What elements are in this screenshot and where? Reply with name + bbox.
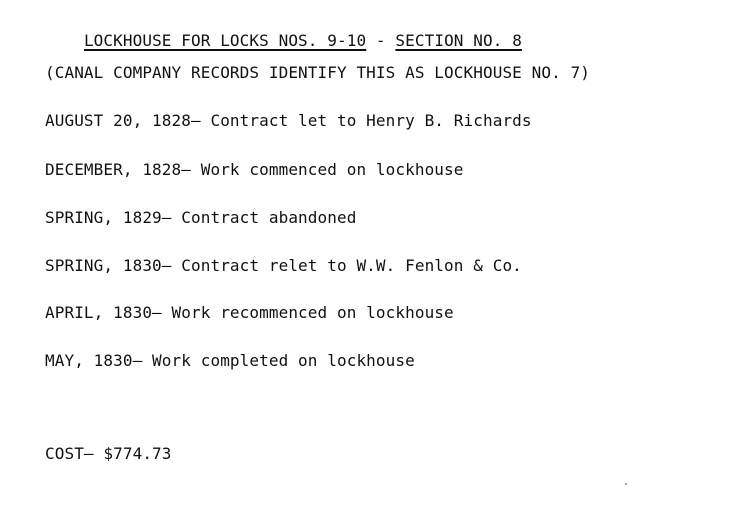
heading-separator: - (366, 31, 396, 50)
entry-contract-relet: SPRING, 1830— Contract relet to W.W. Fenlon & Co. (45, 256, 522, 275)
entry-work-commenced: DECEMBER, 1828— Work commenced on lockhouse (45, 160, 464, 179)
heading-section: SECTION NO. 8 (395, 31, 522, 50)
cost-line: COST— $774.73 (45, 444, 172, 463)
heading (45, 11, 522, 71)
scan-speck (625, 483, 627, 485)
entry-work-completed: MAY, 1830— Work completed on lockhouse (45, 351, 415, 370)
heading-locks: LOCKHOUSE FOR LOCKS NOS. 9-10 (83, 31, 367, 50)
entry-work-recommenced: APRIL, 1830— Work recommenced on lockhouse (45, 303, 454, 322)
entry-contract-abandoned: SPRING, 1829— Contract abandoned (45, 208, 357, 227)
records-note: (CANAL COMPANY RECORDS IDENTIFY THIS AS LOCKHOUSE NO. 7) (45, 63, 591, 82)
entry-contract-let: AUGUST 20, 1828— Contract let to Henry B. Richards (45, 111, 532, 130)
